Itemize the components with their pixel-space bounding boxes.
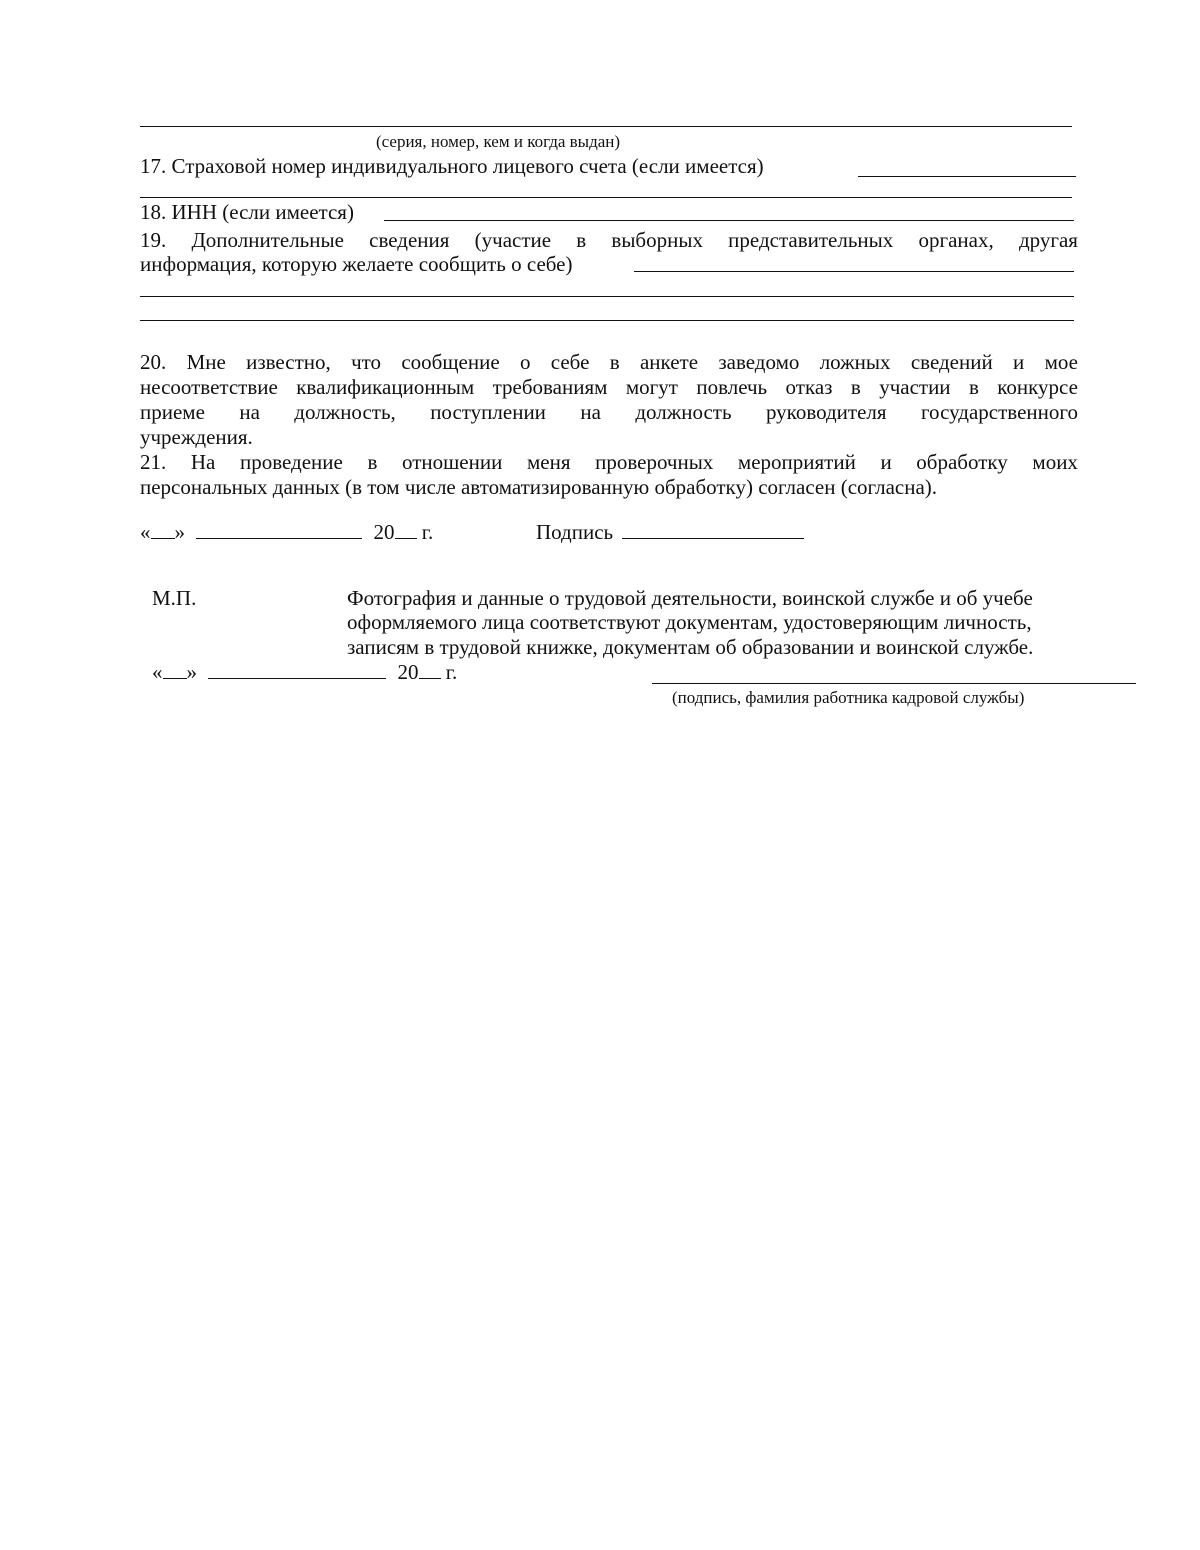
- applicant-date: « » 20 г.: [140, 520, 434, 544]
- hr-date-day-field[interactable]: [163, 677, 187, 679]
- item-19-line1: 19. Дополнительные сведения (участие в выборных представительных органах, другая: [140, 228, 1078, 252]
- item-21-line1: 21. На проведение в отношении меня проверочных мероприятий и обработку моих: [140, 450, 1078, 474]
- item-17-label: 17. Страховой номер индивидуального лицевого счета (если имеется): [140, 154, 764, 178]
- item-20-line2: несоответствие квалификационным требованиям могут повлечь отказ в участии в конкурсе: [140, 375, 1078, 399]
- passport-caption: (серия, номер, кем и когда выдан): [376, 132, 621, 151]
- item-19-field-line3[interactable]: [140, 320, 1074, 321]
- hr-statement-line1: Фотография и данные о трудовой деятельности, воинской службе и об учебе: [347, 586, 1033, 610]
- item-20-line3: приеме на должность, поступлении на должность руководителя государственного: [140, 400, 1078, 424]
- applicant-signature-field[interactable]: [622, 537, 804, 539]
- applicant-date-year-field[interactable]: [395, 537, 417, 539]
- hr-date-month-field[interactable]: [208, 677, 386, 679]
- hr-signature-caption: (подпись, фамилия работника кадровой службы): [672, 688, 1025, 707]
- item-18-label: 18. ИНН (если имеется): [140, 200, 354, 224]
- item-19-field[interactable]: [634, 271, 1074, 272]
- item-18-field[interactable]: [384, 220, 1074, 221]
- item-17-field[interactable]: [858, 176, 1076, 177]
- hr-statement-line2: оформляемого лица соответствуют документам, удостоверяющим личность,: [347, 610, 1032, 634]
- item-21-line2: персональных данных (в том числе автоматизированную обработку) согласен (согласна).: [140, 475, 938, 499]
- item-19-field-line2[interactable]: [140, 296, 1074, 297]
- hr-date: « » 20 г.: [152, 660, 458, 684]
- applicant-date-day-field[interactable]: [151, 537, 175, 539]
- stamp-label: М.П.: [152, 586, 197, 610]
- hr-date-year-field[interactable]: [419, 677, 441, 679]
- item-19-line2: информация, которую желаете сообщить о себе): [140, 252, 573, 276]
- applicant-date-month-field[interactable]: [196, 537, 362, 539]
- item-20-line1: 20. Мне известно, что сообщение о себе в анкете заведомо ложных сведений и мое: [140, 350, 1078, 374]
- applicant-signature: Подпись: [536, 520, 804, 545]
- item-17-field-continuation[interactable]: [140, 197, 1072, 198]
- hr-signature-field[interactable]: [652, 683, 1136, 684]
- item-20-line4: учреждения.: [140, 425, 253, 449]
- passport-line: [140, 126, 1072, 127]
- hr-statement-line3: записям в трудовой книжке, документам об образовании и воинской службе.: [347, 635, 1034, 659]
